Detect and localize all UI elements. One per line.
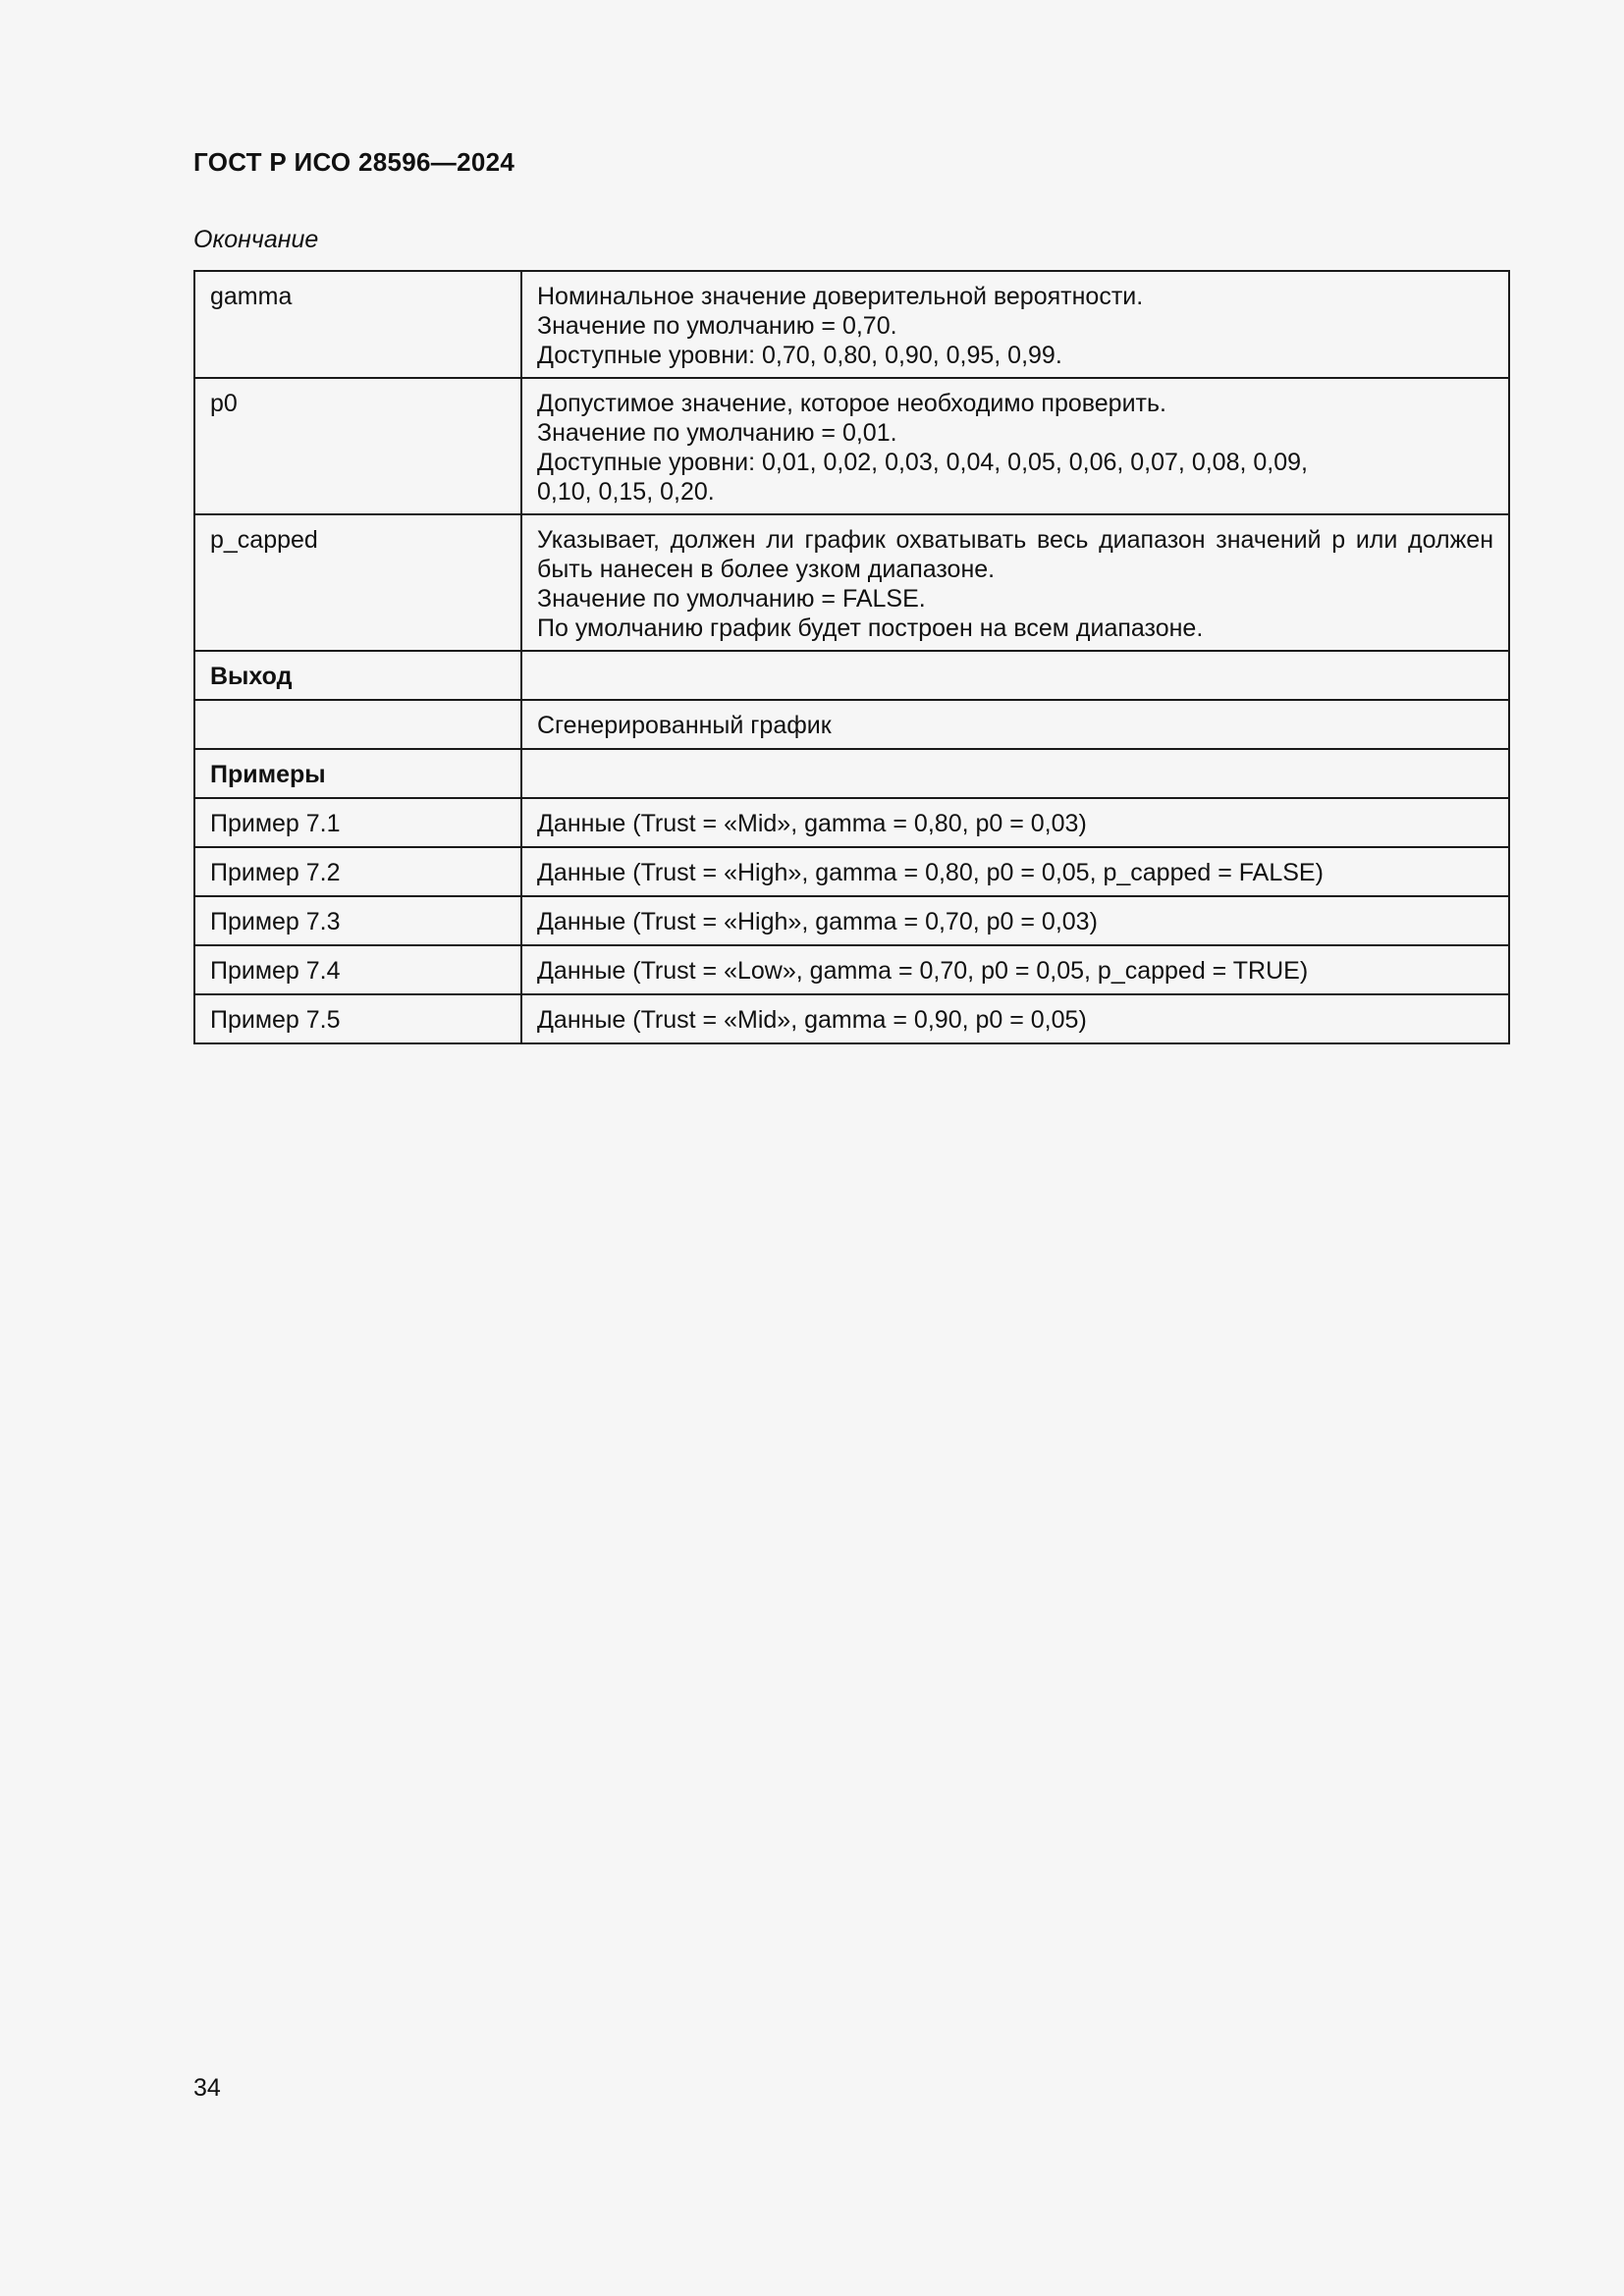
description-line: Доступные уровни: 0,01, 0,02, 0,03, 0,04, 0,05, 0,06, 0,07, 0,08, 0,09, [537,449,1308,476]
parameters-table [193,270,1510,1044]
section-row-output [194,651,1509,700]
param-name-cell: p0 [194,378,521,514]
example-row [194,847,1509,896]
param-description-cell [521,514,1509,651]
param-name-cell: p_capped [194,514,521,651]
param-description-cell [521,271,1509,378]
table-row [194,271,1509,378]
description-line: Значение по умолчанию = 0,70. [537,312,897,340]
description-line: По умолчанию график будет построен на всем диапазоне. [537,614,1204,642]
section-row-examples [194,749,1509,798]
table-caption: Окончание [193,226,319,253]
document-header: ГОСТ Р ИСО 28596—2024 [193,147,515,177]
description-line: Доступные уровни: 0,70, 0,80, 0,90, 0,95, 0,99. [537,342,1062,369]
description-line: Указывает, должен ли график охватывать весь диапазон значений p или должен [537,526,1493,554]
table-row [194,700,1509,749]
example-data-cell: Данные (Trust = «High», gamma = 0,70, p0 = 0,03) [521,896,1509,945]
param-name-cell [194,700,521,749]
example-label-cell: Пример 7.4 [194,945,521,994]
example-label-cell: Пример 7.2 [194,847,521,896]
section-label-examples: Примеры [194,749,521,798]
example-row [194,798,1509,847]
example-row [194,896,1509,945]
section-value-cell [521,651,1509,700]
example-data-cell: Данные (Trust = «Mid», gamma = 0,90, p0 = 0,05) [521,994,1509,1043]
param-description-cell [521,378,1509,514]
table-row [194,514,1509,651]
output-value-cell: Сгенерированный график [521,700,1509,749]
param-name-cell: gamma [194,271,521,378]
example-data-cell: Данные (Trust = «Mid», gamma = 0,80, p0 = 0,03) [521,798,1509,847]
page-number: 34 [193,2074,221,2102]
example-label-cell: Пример 7.5 [194,994,521,1043]
example-row [194,994,1509,1043]
description-line: 0,10, 0,15, 0,20. [537,478,715,506]
description-line: Значение по умолчанию = FALSE. [537,585,926,613]
section-label-output: Выход [194,651,521,700]
description-line: Номинальное значение доверительной вероятности. [537,283,1144,310]
section-value-cell [521,749,1509,798]
example-label-cell: Пример 7.1 [194,798,521,847]
example-data-cell: Данные (Trust = «Low», gamma = 0,70, p0 = 0,05, p_capped = TRUE) [521,945,1509,994]
description-line: Допустимое значение, которое необходимо проверить. [537,390,1166,417]
description-line: быть нанесен в более узком диапазоне. [537,556,996,583]
example-label-cell: Пример 7.3 [194,896,521,945]
table-row [194,378,1509,514]
example-row [194,945,1509,994]
example-data-cell: Данные (Trust = «High», gamma = 0,80, p0 = 0,05, p_capped = FALSE) [521,847,1509,896]
description-line: Значение по умолчанию = 0,01. [537,419,897,447]
